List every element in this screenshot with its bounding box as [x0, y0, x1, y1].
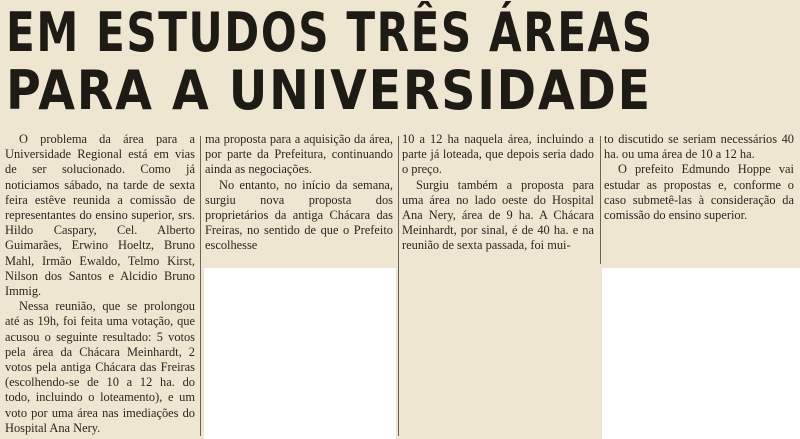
headline-line-2: PARA A UNIVERSIDADE	[6, 59, 652, 122]
paragraph: O prefeito Edmundo Hoppe vai estudar as propostas e, conforme o caso submetê-las à consideração da comissão do ensino superior.	[604, 162, 794, 223]
paragraph: to discutido se seriam necessários 40 ha. ou uma área de 10 a 12 ha.	[604, 132, 794, 162]
column-divider-2	[398, 136, 399, 436]
article-column-1	[5, 132, 195, 436]
paragraph: No entanto, no início da semana, surgiu nova proposta dos proprietários da antiga Chácara das Freiras, no sentido de que o Prefeito escolhesse	[205, 177, 393, 253]
article-column-4	[604, 132, 794, 223]
column-divider-3	[600, 136, 601, 264]
article-column-3	[402, 132, 594, 254]
paragraph: ma proposta para a aquisição da área, por parte da Prefeitura, continuando ainda as negociações.	[205, 132, 393, 177]
paragraph: 10 a 12 ha naquela área, incluindo a parte já loteada, que depois seria dado o preço.	[402, 132, 594, 177]
column-divider-1	[200, 136, 201, 436]
headline-line-1: EM ESTUDOS TRÊS ÁREAS	[6, 1, 654, 64]
paragraph: Surgiu também a proposta para uma área no lado oeste do Hospital Ana Nery, área de 9 ha. A Chácara Meinhardt, por sinal, é de 40 ha. e na reunião de sexta passada, foi mui-	[402, 177, 594, 253]
paragraph: Nessa reunião, que se prolongou até as 19h, foi feita uma votação, que acusou o seguinte resultado: 5 votos pela área da Chácara Meinhardt, 2 votos pela antiga Chácara das Freiras (escolhendo-se de 10 a 12 ha. do todo, incluindo o loteamento), e um voto por uma área nas imediações do Hospital Ana Nery.	[5, 299, 195, 435]
article-column-2	[205, 132, 393, 254]
paragraph: O problema da área para a Universidade Regional está em vias de ser solucionado. Como já noticiamos sábado, na tarde de sexta feira estêve reunida a comissão de representantes do ensino superior, srs. Hildo Caspary, Cel. Alberto Guimarães, Erwino Hoeltz, Bruno Mahl, Irmão Ewaldo, Telmo Kirst, Nilson dos Santos e Alcidio Bruno Immig.	[5, 132, 195, 299]
